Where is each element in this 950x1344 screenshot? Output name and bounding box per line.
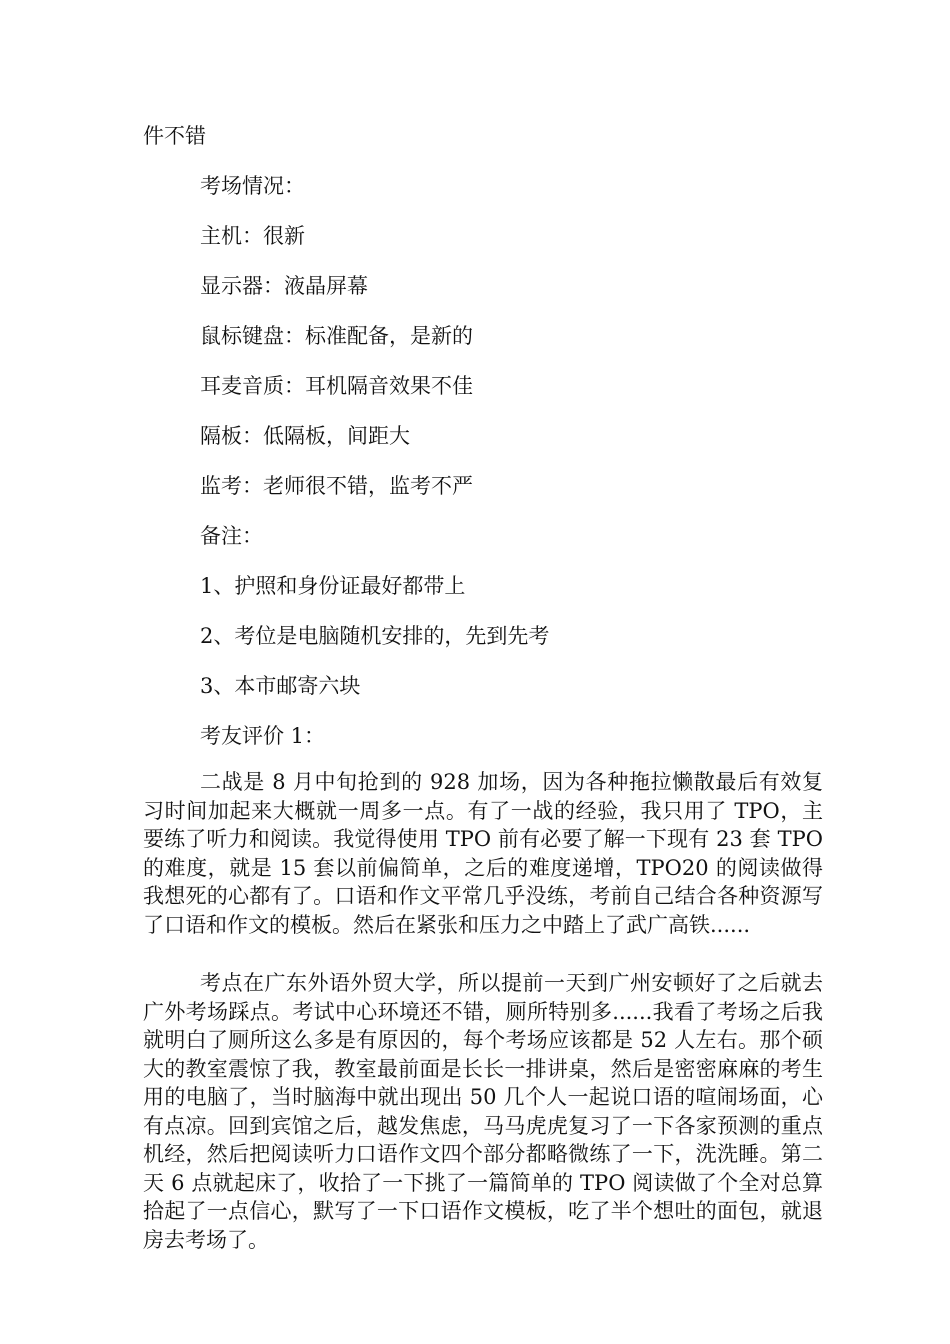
continued-line: 件不错: [143, 124, 206, 148]
item-partition: 隔板：低隔板，间距大: [200, 424, 410, 448]
review-paragraph-1: 二战是 8 月中旬抢到的 928 加场，因为各种拖拉懒散最后有效复习时间加起来大概就一周多一点。有了一战的经验，我只用了 TPO，主要练了听力和阅读。我觉得使用 TPO 前有必要了解一下现有 23 套 TPO 的难度，就是 15 套以前偏简单，之后的难度递增，TPO20 的阅读做得我想死的心都有了。口语和作文平常几乎没练，考前自己结合各种资源写了口语和作文的模板。然后在紧张和压力之中踏上了武广高铁......: [143, 770, 823, 937]
item-monitor: 显示器：液晶屏幕: [200, 274, 368, 298]
note-item-2: 2、考位是电脑随机安排的，先到先考: [200, 624, 550, 648]
item-headset: 耳麦音质：耳机隔音效果不佳: [200, 374, 473, 398]
section-heading-notes: 备注：: [200, 524, 263, 548]
review-paragraph-2: 考点在广东外语外贸大学，所以提前一天到广州安顿好了之后就去广外考场踩点。考试中心环境还不错，厕所特别多......我看了考场之后我就明白了厕所这么多是有原因的，每个考场应该都是 52 人左右。那个硕大的教室震惊了我，教室最前面是长长一排讲桌，然后是密密麻麻的考生用的电脑了，当时脑海中就出现出 50 几个人一起说口语的喧闹场面，心有点凉。回到宾馆之后，越发焦虑，马马虎虎复习了一下各家预测的重点机经，然后把阅读听力口语作文四个部分都略微练了一下，洗洗睡。第二天 6 点就起床了，收拾了一下挑了一篇简单的 TPO 阅读做了个全对总算拾起了一点信心，默写了一下口语作文模板，吃了半个想吐的面包，就退房去考场了。: [143, 971, 823, 1252]
item-mouse-keyboard: 鼠标键盘：标准配备，是新的: [200, 324, 473, 348]
section-heading-review-1: 考友评价 1：: [200, 724, 326, 748]
item-host: 主机：很新: [200, 224, 305, 248]
section-heading-exam-room: 考场情况：: [200, 174, 305, 198]
note-item-1: 1、护照和身份证最好都带上: [200, 574, 466, 598]
item-proctor: 监考：老师很不错，监考不严: [200, 474, 473, 498]
note-item-3: 3、本市邮寄六块: [200, 674, 361, 698]
